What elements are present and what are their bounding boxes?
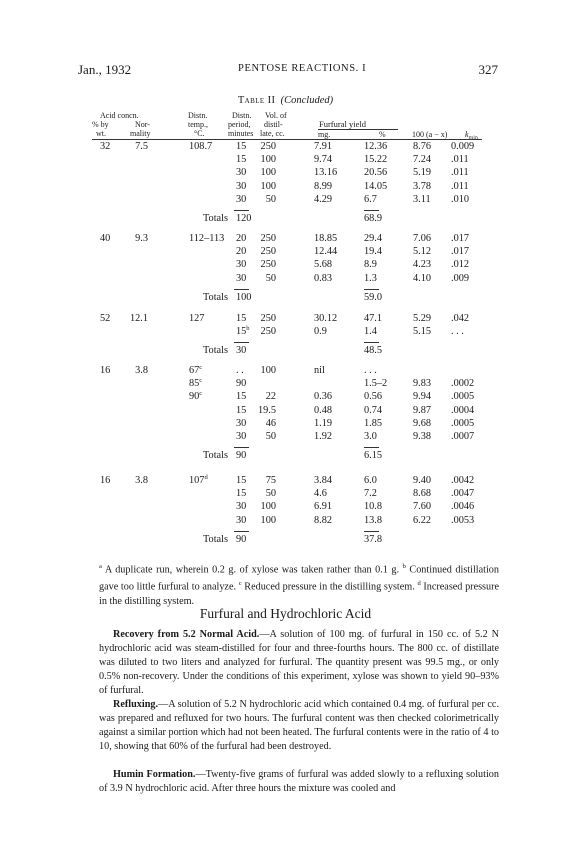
distillation-period: 15 — [236, 404, 247, 416]
distillation-period: 15 — [236, 154, 247, 166]
table-row — [0, 365, 571, 378]
hundred-a-minus-x: 3.11 — [413, 193, 431, 205]
furfural-mg: 7.91 — [314, 141, 333, 152]
distillate-volume: 250 — [260, 326, 276, 338]
table-label: Table II — [237, 95, 276, 106]
hundred-a-minus-x: 4.23 — [413, 259, 432, 271]
distillate-volume: 100 — [260, 154, 276, 166]
k-min: .042 — [451, 313, 470, 324]
col-ax-head: 100 (a − x) — [412, 130, 448, 139]
furfural-mg: 8.82 — [314, 514, 333, 526]
table-row — [0, 431, 571, 444]
distillation-period: 30 — [236, 514, 247, 526]
table-row — [0, 378, 571, 391]
percent-total-rule — [364, 210, 379, 211]
table-row — [0, 488, 571, 501]
header-date: Jan., 1932 — [78, 62, 132, 77]
furfural-percent: 10.8 — [364, 501, 383, 513]
table-title — [0, 95, 571, 106]
distillation-period: 20 — [236, 233, 247, 244]
distillation-period: 15 — [236, 141, 247, 152]
furfural-percent: 12.36 — [364, 141, 388, 152]
paragraph-refluxing — [99, 698, 499, 754]
furfural-mg: 0.36 — [314, 391, 333, 403]
table-row — [0, 154, 571, 167]
normality: 12.1 — [129, 313, 148, 324]
furfural-mg: 3.84 — [314, 475, 333, 486]
header-title: PENTOSE REACTIONS. I — [238, 63, 367, 74]
distillation-period: 30 — [236, 259, 247, 271]
table-row — [0, 391, 571, 404]
paragraph-humin-text: —Twenty-five grams of furfural was added slowly to a refluxing solution of 3.9 N hydrochloric acid. After three hours the mixture was cooled and — [99, 769, 499, 794]
table-qualifier: (Concluded) — [280, 95, 334, 106]
furfural-percent: . . . — [364, 365, 377, 376]
distillate-volume: 75 — [265, 475, 276, 486]
furfural-percent: 1.4 — [364, 326, 377, 338]
k-min: .010 — [451, 193, 470, 205]
furfural-percent: 14.05 — [364, 180, 388, 192]
totals-label: Totals — [202, 213, 228, 224]
period-total-rule — [234, 342, 249, 343]
distillate-volume: 46 — [265, 417, 276, 429]
total-period: 90 — [236, 533, 247, 545]
table-footnotes — [99, 560, 499, 609]
hundred-a-minus-x: 7.60 — [413, 501, 432, 513]
furfural-percent: 20.56 — [364, 167, 388, 179]
col-temp-head: Distn. temp., °C. — [188, 111, 208, 138]
total-period: 90 — [236, 450, 247, 462]
header-rule — [92, 139, 482, 140]
k-min: .0005 — [451, 391, 475, 403]
total-period: 30 — [236, 345, 247, 357]
furfural-percent: 6.7 — [364, 193, 377, 205]
distillation-period: . . — [236, 365, 244, 376]
furfural-percent: 1.5–2 — [364, 378, 388, 390]
totals-label: Totals — [202, 345, 228, 357]
footnote-a: A duplicate run, wherein 0.2 g. of xylose was taken rather than 0.1 g. — [104, 564, 400, 576]
footnote-c: Reduced pressure in the distilling system. — [244, 581, 415, 593]
period-total-rule — [234, 531, 249, 532]
table-row — [0, 194, 571, 207]
paragraph-recovery-lead: Recovery from 5.2 Normal Acid. — [113, 629, 260, 640]
distillate-volume: 250 — [260, 141, 276, 152]
furfural-mg: 5.68 — [314, 259, 333, 271]
footnote-d: Increased pressure in the distilling system. — [99, 581, 500, 607]
paragraph-recovery-text: —A solution of 100 mg. of furfural in 150 cc. of 5.2 N hydrochloric acid was steam-distilled for four and three-fourths hours. The 800 cc. of distillate was diluted to two liters and analyzed for furfural. The quantity present was 99.5 mg., or only 0.5% non-recovery. Under the conditions of this experiment, xylose was shown to yield 90–93% of furfural. — [99, 629, 499, 696]
distillation-period: 30 — [236, 272, 247, 284]
table-row — [0, 313, 571, 326]
percent-total-rule — [364, 342, 379, 343]
table-row — [0, 233, 571, 246]
distillation-period: 30 — [236, 417, 247, 429]
distillate-volume: 19.5 — [257, 404, 276, 416]
distillation-temp: 85$^c$ — [189, 377, 203, 390]
distillate-volume: 100 — [260, 180, 276, 192]
table-row — [0, 405, 571, 418]
total-percent: 37.8 — [364, 533, 383, 545]
furfural-mg: 0.9 — [314, 326, 327, 338]
col-volume-head: Vol. of distil- late, cc. — [260, 111, 287, 138]
period-total-rule — [234, 447, 249, 448]
period-total-rule — [234, 210, 249, 211]
table-row — [0, 515, 571, 528]
distillation-period: 90 — [236, 378, 247, 390]
total-percent: 59.0 — [364, 291, 383, 303]
hundred-a-minus-x: 5.15 — [413, 326, 432, 338]
totals-row — [0, 213, 571, 226]
distillation-period: 30 — [236, 431, 247, 442]
col-normality-head: Nor- mality — [130, 120, 151, 138]
acid-concentration: 52 — [100, 313, 111, 324]
footnote-mark-b: b — [402, 563, 406, 570]
paragraph-recovery — [99, 628, 499, 698]
furfural-mg: 4.6 — [314, 488, 327, 500]
distillate-volume: 50 — [265, 488, 276, 500]
totals-label: Totals — [202, 291, 228, 303]
distillation-period: 15 — [236, 488, 247, 500]
table-row — [0, 326, 571, 339]
furfural-percent: 47.1 — [364, 313, 383, 324]
furfural-mg: 9.74 — [314, 154, 333, 166]
col-mg-head: mg. — [318, 130, 331, 139]
table-row — [0, 141, 571, 154]
k-min: .017 — [451, 233, 470, 244]
hundred-a-minus-x: 8.76 — [413, 141, 432, 152]
furfural-percent: 6.0 — [364, 475, 377, 486]
hundred-a-minus-x: 7.24 — [413, 154, 432, 166]
furfural-mg: 0.83 — [314, 272, 333, 284]
furfural-mg: 13.16 — [314, 167, 338, 179]
acid-concentration: 32 — [100, 141, 111, 152]
distillation-temp: 90$^c$ — [189, 390, 203, 403]
paragraph-refluxing-lead: Refluxing. — [113, 699, 158, 710]
total-period: 120 — [236, 213, 252, 224]
furfural-percent: 15.22 — [364, 154, 388, 166]
furfural-percent: 3.0 — [364, 431, 377, 442]
totals-row — [0, 450, 571, 463]
normality: 7.5 — [135, 141, 148, 152]
furfural-percent: 29.4 — [364, 233, 383, 244]
k-min: .011 — [451, 154, 469, 166]
furfural-percent: 1.3 — [364, 272, 377, 284]
distillate-volume: 50 — [265, 431, 276, 442]
distillate-volume: 50 — [265, 193, 276, 205]
footnote-b: Continued distillation gave too little furfural to analyze. — [99, 564, 499, 593]
acid-concentration: 16 — [100, 475, 111, 486]
k-min: .011 — [451, 167, 469, 179]
distillate-volume: 250 — [260, 233, 276, 244]
distillation-period: 30 — [236, 501, 247, 513]
totals-row — [0, 345, 571, 358]
k-min: .0042 — [451, 475, 475, 486]
furfural-mg: 1.92 — [314, 431, 333, 442]
col-k-head: $k_{min.}$ — [465, 130, 480, 142]
hundred-a-minus-x: 7.06 — [413, 233, 432, 244]
k-min: .0005 — [451, 417, 475, 429]
table-row — [0, 167, 571, 180]
distillation-period: 15$^b$ — [236, 325, 250, 338]
col-acid-head: Acid concn. % by wt. — [92, 111, 139, 138]
percent-total-rule — [364, 289, 379, 290]
distillation-period: 15 — [236, 391, 247, 403]
k-min: 0.009 — [451, 141, 475, 152]
period-total-rule — [234, 289, 249, 290]
k-min: .0007 — [451, 431, 475, 442]
total-percent: 6.15 — [364, 450, 383, 462]
furfural-mg: 1.19 — [314, 417, 333, 429]
percent-total-rule — [364, 447, 379, 448]
col-pct-head: % — [379, 130, 386, 139]
furfural-mg: 0.48 — [314, 404, 333, 416]
distillation-period: 15 — [236, 313, 247, 324]
k-min: .009 — [451, 272, 470, 284]
k-min: .012 — [451, 259, 470, 271]
furfural-percent: 0.56 — [364, 391, 383, 403]
percent-total-rule — [364, 531, 379, 532]
table-row — [0, 181, 571, 194]
total-percent: 48.5 — [364, 345, 383, 357]
furfural-percent: 7.2 — [364, 488, 377, 500]
furfural-percent: 19.4 — [364, 246, 383, 258]
furfural-mg: 6.91 — [314, 501, 333, 513]
acid-concentration: 16 — [100, 365, 111, 376]
hundred-a-minus-x: 9.83 — [413, 378, 432, 390]
distillate-volume: 250 — [260, 313, 276, 324]
total-percent: 68.9 — [364, 213, 383, 224]
distillation-temp: 112–113 — [189, 233, 225, 244]
furfural-mg: 18.85 — [314, 233, 338, 244]
distillation-temp: 107$^d$ — [189, 474, 208, 486]
k-min: .0046 — [451, 501, 475, 513]
totals-row — [0, 534, 571, 547]
normality: 3.8 — [135, 475, 148, 486]
col-furfural-head: Furfural yield — [319, 119, 366, 129]
running-header — [78, 62, 498, 78]
hundred-a-minus-x: 8.68 — [413, 488, 432, 500]
table-row — [0, 259, 571, 272]
distillate-volume: 100 — [260, 501, 276, 513]
distillate-volume: 100 — [260, 514, 276, 526]
k-min: .0053 — [451, 514, 475, 526]
hundred-a-minus-x: 9.38 — [413, 431, 432, 442]
k-min: . . . — [451, 326, 464, 338]
totals-label: Totals — [202, 533, 228, 545]
distillate-volume: 100 — [260, 365, 276, 376]
paragraph-refluxing-text: —A solution of 5.2 N hydrochloric acid which contained 0.4 mg. of furfural per cc. was prepared and refluxed for two hours. The furfural content was then checked colorimetrically against a similar portion which had not been heated. The furfural contents were in the ratio of 4 to 10, showing that 60% of the furfural had been destroyed. — [99, 699, 499, 752]
distillation-temp: 127 — [189, 313, 205, 324]
distillation-temp: 67$^c$ — [189, 364, 203, 376]
k-min: .011 — [451, 180, 469, 192]
hundred-a-minus-x: 5.12 — [413, 246, 432, 258]
hundred-a-minus-x: 9.87 — [413, 404, 432, 416]
footnote-mark-d: d — [417, 580, 421, 588]
distillate-volume: 22 — [265, 391, 276, 403]
distillation-period: 30 — [236, 180, 247, 192]
distillate-volume: 250 — [260, 246, 276, 258]
furfural-mg: 4.29 — [314, 193, 333, 205]
distillation-period: 30 — [236, 167, 247, 179]
footnote-mark-c: c — [238, 580, 242, 588]
hundred-a-minus-x: 3.78 — [413, 180, 432, 192]
k-min: .0004 — [451, 404, 475, 416]
furfural-percent: 13.8 — [364, 514, 383, 526]
totals-row — [0, 292, 571, 305]
distillation-period: 20 — [236, 246, 247, 258]
table-row — [0, 246, 571, 259]
hundred-a-minus-x: 6.22 — [413, 514, 432, 526]
table-row — [0, 501, 571, 514]
col-period-head: Distn. period, minutes — [228, 111, 254, 138]
distillate-volume: 100 — [260, 167, 276, 179]
furfural-percent: 1.85 — [364, 417, 383, 429]
paragraph-humin-lead: Humin Formation. — [113, 769, 196, 780]
footnote-mark-a: a — [99, 563, 102, 570]
distillate-volume: 50 — [265, 272, 276, 284]
paragraph-humin — [99, 768, 499, 796]
hundred-a-minus-x: 9.40 — [413, 475, 432, 486]
total-period: 100 — [236, 291, 252, 303]
k-min: .017 — [451, 246, 470, 258]
table-row — [0, 418, 571, 431]
distillate-volume: 250 — [260, 259, 276, 271]
furfural-percent: 0.74 — [364, 404, 383, 416]
acid-concentration: 40 — [100, 233, 111, 244]
furfural-mg: 30.12 — [314, 313, 338, 324]
hundred-a-minus-x: 5.19 — [413, 167, 432, 179]
hundred-a-minus-x: 9.68 — [413, 417, 432, 429]
distillation-temp: 108.7 — [189, 141, 213, 152]
furfural-percent: 8.9 — [364, 259, 377, 271]
furfural-mg: nil — [314, 365, 325, 376]
totals-label: Totals — [202, 450, 228, 462]
furfural-mg: 12.44 — [314, 246, 338, 258]
page-number: 327 — [478, 62, 498, 77]
hundred-a-minus-x: 9.94 — [413, 391, 432, 403]
section-title: Furfural and Hydrochloric Acid — [199, 606, 372, 621]
distillation-period: 15 — [236, 475, 247, 486]
k-min: .0002 — [451, 378, 475, 390]
distillation-period: 30 — [236, 193, 247, 205]
hundred-a-minus-x: 5.29 — [413, 313, 432, 324]
table-row — [0, 475, 571, 488]
furfural-mg: 8.99 — [314, 180, 333, 192]
normality: 3.8 — [135, 365, 148, 376]
hundred-a-minus-x: 4.10 — [413, 272, 432, 284]
k-min: .0047 — [451, 488, 475, 500]
table-row — [0, 273, 571, 286]
normality: 9.3 — [135, 233, 148, 244]
